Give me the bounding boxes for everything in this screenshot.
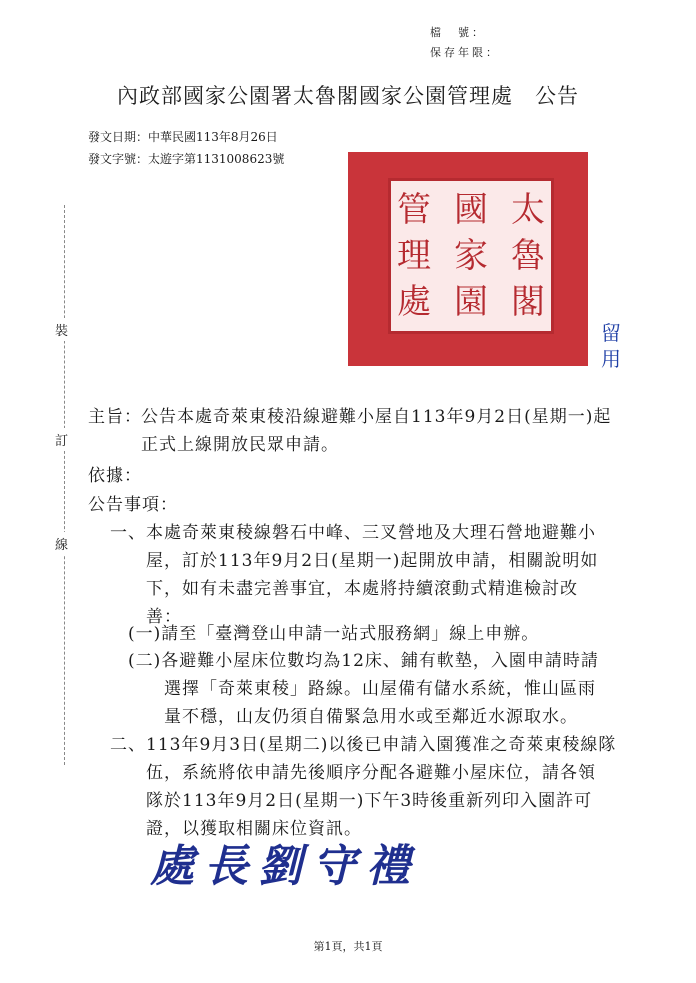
seal-char: 管 xyxy=(397,190,431,230)
seal-char: 魯 xyxy=(511,236,545,276)
binding-line xyxy=(64,205,65,765)
seal-char: 處 xyxy=(397,282,431,322)
seal-char: 園 xyxy=(454,282,488,322)
binding-char-xian: 線 xyxy=(55,532,68,555)
item-2-line: 證，以獲取相關床位資訊。 xyxy=(146,819,362,839)
item-1-number: 一、 xyxy=(110,523,146,543)
item-1-sub-2-line-1: (二)各避難小屋床位數均為12床、鋪有軟墊，入園申請時請 xyxy=(128,651,599,671)
item-1-sub-2-line-3: 量不穩，山友仍須自備緊急用水或至鄰近水源取水。 xyxy=(164,707,578,727)
binding-char-zhuang: 裝 xyxy=(55,318,68,341)
handwritten-note xyxy=(601,320,623,372)
binding-char-ding: 訂 xyxy=(55,428,68,451)
file-number-label: 檔 號： xyxy=(430,26,486,39)
note-char: 留 xyxy=(601,321,621,345)
retention-period-label: 保存年限： xyxy=(430,46,500,59)
items-label: 公告事項： xyxy=(88,495,178,515)
subject-label: 主旨： xyxy=(88,407,142,427)
item-2-line: 伍，系統將依申請先後順序分配各避難小屋床位，請各領 xyxy=(146,763,596,783)
seal-char: 閣 xyxy=(511,282,545,322)
page-number: 第1頁，共1頁 xyxy=(313,940,383,953)
subject-line-1: 公告本處奇萊東稜沿線避難小屋自113年9月2日(星期一)起 xyxy=(141,407,612,427)
note-char: 用 xyxy=(601,347,621,371)
item-2-line: 113年9月3日(星期二)以後已申請入園獲准之奇萊東稜線隊 xyxy=(146,735,617,755)
item-1-line: 下，如有未盡完善事宜，本處將持續滾動式精進檢討改 xyxy=(146,579,578,599)
seal-char: 理 xyxy=(397,236,431,276)
subject-line-2: 正式上線開放民眾申請。 xyxy=(141,435,339,455)
page-title: 內政部國家公園署太魯閣國家公園管理處 公告 xyxy=(117,84,579,108)
seal-frame xyxy=(388,178,554,334)
seal-char: 國 xyxy=(454,190,488,230)
official-seal xyxy=(348,152,588,366)
basis-label: 依據： xyxy=(88,466,142,486)
item-1-line: 善： xyxy=(146,607,182,627)
item-1-sub-2-line-2: 選擇「奇萊東稜」路線。山屋備有儲水系統，惟山區雨 xyxy=(164,679,596,699)
issue-number: 發文字號：太遊字第1131008623號 xyxy=(88,152,285,166)
issue-date: 發文日期：中華民國113年8月26日 xyxy=(88,130,278,144)
seal-char: 太 xyxy=(511,190,545,230)
item-2-number: 二、 xyxy=(110,735,146,755)
item-1-line: 本處奇萊東稜線磐石中峰、三叉營地及大理石營地避難小 xyxy=(146,523,596,543)
item-1-line: 屋，訂於113年9月2日(星期一)起開放申請，相關說明如 xyxy=(146,551,599,571)
seal-char: 家 xyxy=(454,236,488,276)
director-signature: 處長劉守禮 xyxy=(150,841,420,892)
item-2-line: 隊於113年9月2日(星期一)下午3時後重新列印入園許可 xyxy=(146,791,593,811)
item-1-sub-1: (一)請至「臺灣登山申請一站式服務網」線上申辦。 xyxy=(128,624,540,644)
